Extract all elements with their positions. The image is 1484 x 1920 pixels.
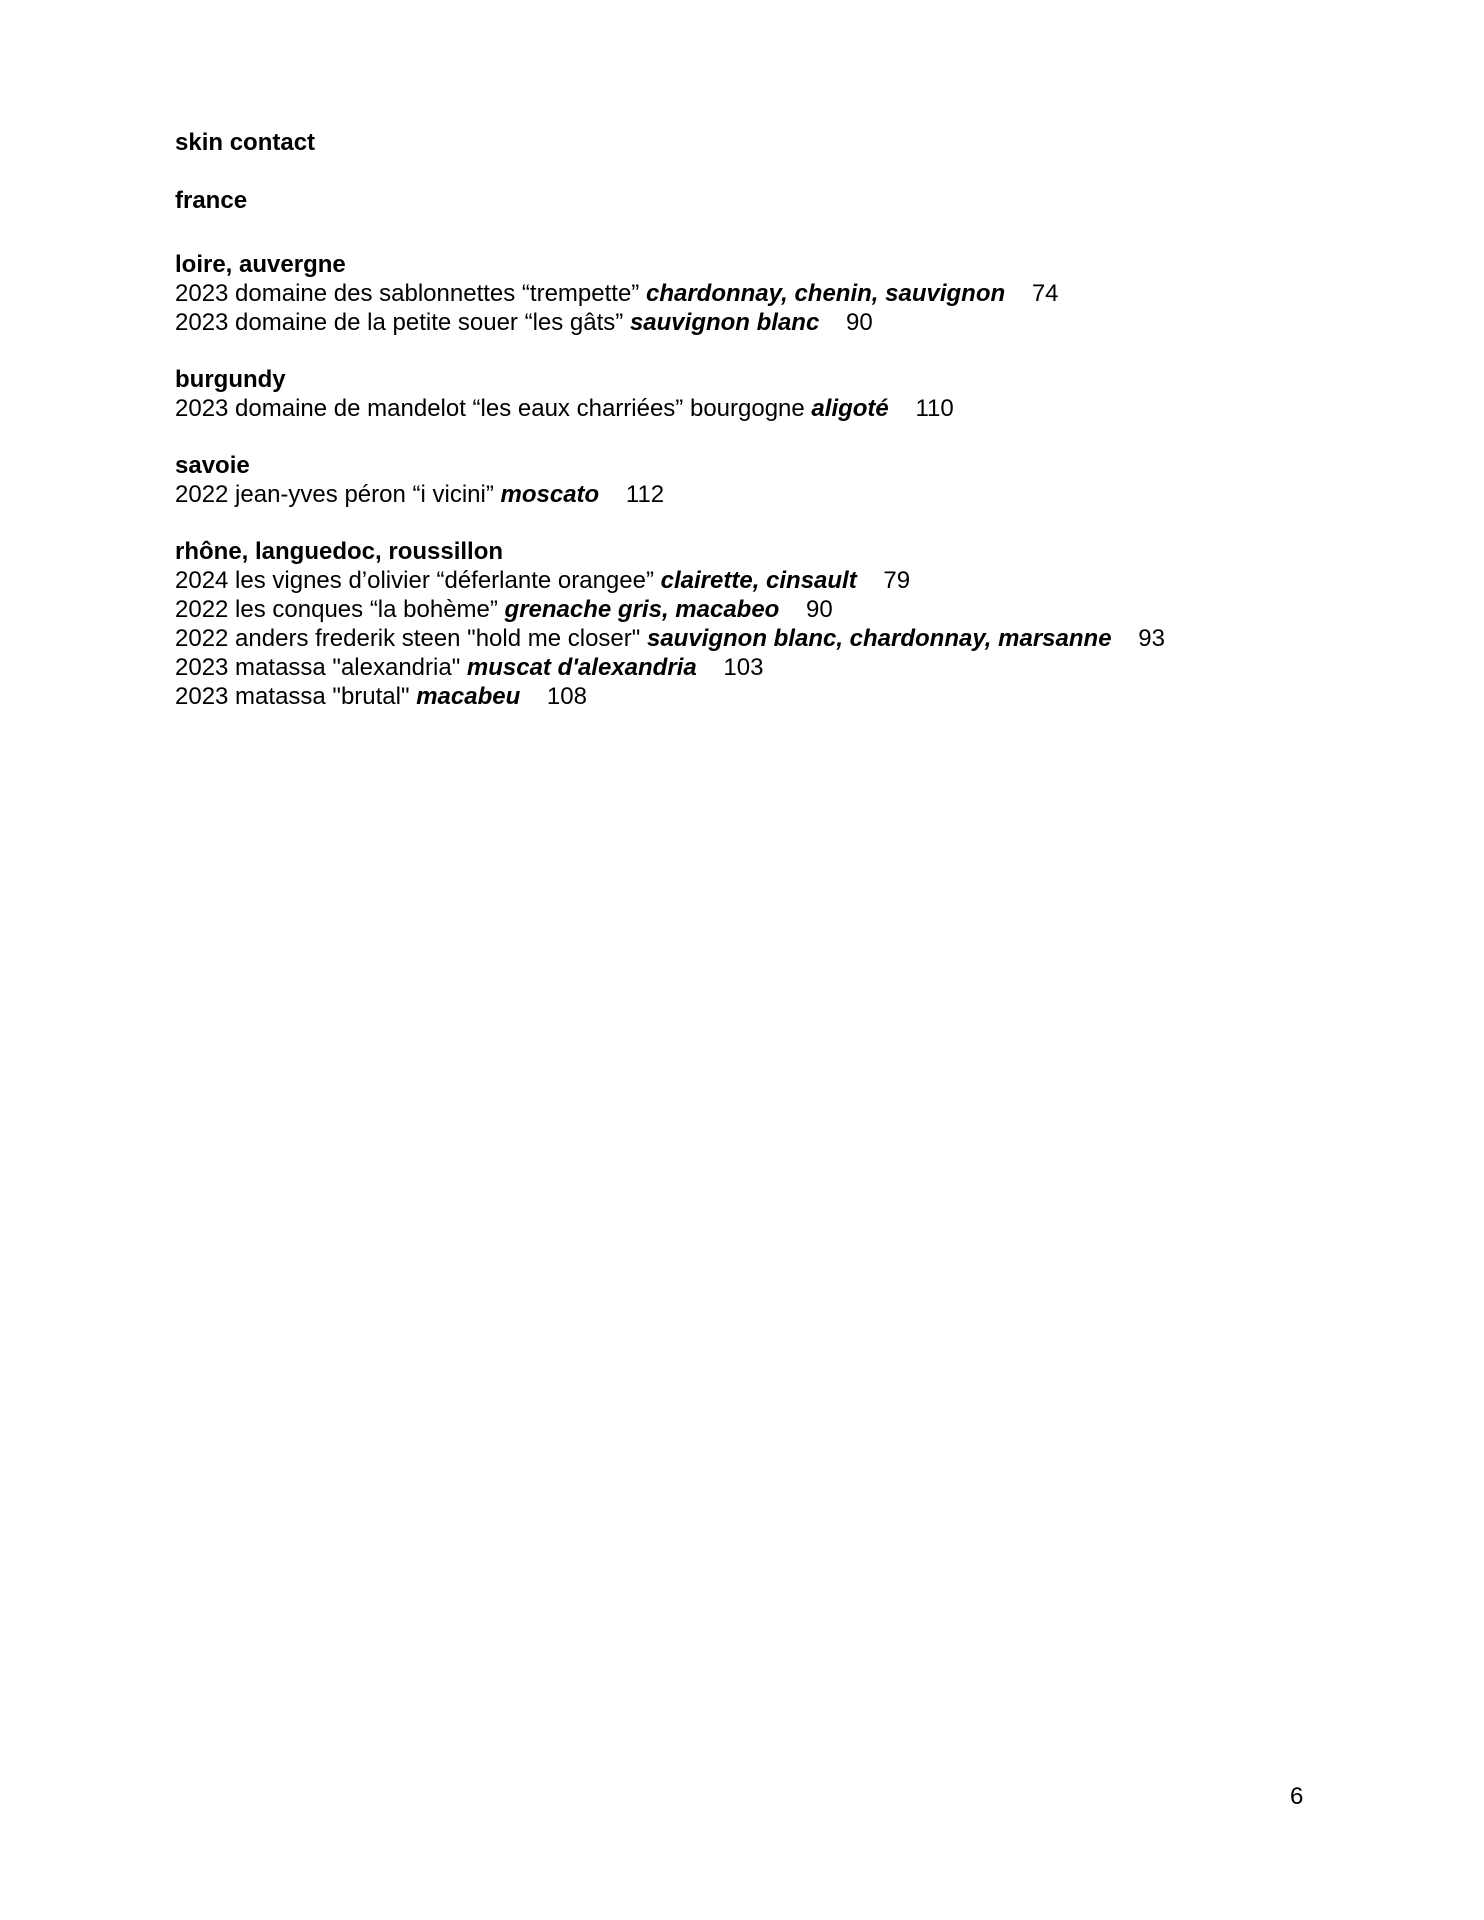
wine-description: 2023 matassa "alexandria" (175, 654, 461, 681)
region-rhone-languedoc-roussillon (175, 537, 1325, 711)
wine-price: 90 (806, 596, 833, 623)
region-savoie (175, 451, 1325, 509)
wine-price: 112 (625, 481, 665, 508)
wine-price: 110 (915, 395, 954, 422)
wine-entry (175, 308, 1325, 337)
section-title: skin contact (175, 129, 316, 156)
wine-description: 2023 matassa "brutal" (175, 683, 410, 710)
wine-price: 90 (846, 309, 873, 336)
wine-grape: sauvignon blanc, chardonnay, marsanne (646, 625, 1112, 652)
wine-description: 2023 domaine de mandelot “les eaux charriées” bourgogne (175, 395, 805, 422)
wine-entry (175, 566, 1325, 595)
wine-price: 79 (883, 567, 911, 594)
page-number: 6 (1290, 1783, 1304, 1810)
wine-description: 2022 les conques “la bohème” (175, 596, 498, 623)
wine-grape: chardonnay, chenin, sauvignon (645, 280, 1006, 307)
wine-grape: moscato (500, 481, 600, 508)
wine-grape: macabeu (416, 683, 521, 710)
wine-description: 2024 les vignes d’olivier “déferlante orangee” (175, 567, 654, 594)
wine-entry (175, 394, 1325, 423)
region-heading: loire, auvergne (175, 251, 346, 278)
region-heading: burgundy (175, 366, 286, 393)
wine-grape: aligoté (811, 395, 889, 422)
wine-entry (175, 682, 1325, 711)
wine-price: 74 (1031, 280, 1059, 307)
region-burgundy (175, 365, 1325, 423)
wine-grape: muscat d'alexandria (466, 654, 697, 681)
wine-entry (175, 480, 1325, 509)
wine-price: 103 (723, 654, 764, 681)
country-heading: france (175, 187, 248, 214)
wine-entry (175, 624, 1325, 653)
region-heading: savoie (175, 452, 250, 479)
wine-description: 2022 jean-yves péron “i vicini” (175, 481, 494, 508)
wine-description: 2023 domaine de la petite souer “les gâts” (175, 309, 624, 336)
wine-entry (175, 653, 1325, 682)
wine-price: 93 (1138, 625, 1165, 652)
region-heading: rhône, languedoc, roussillon (175, 538, 504, 565)
region-loire-auvergne (175, 250, 1325, 337)
wine-list-page (175, 128, 1325, 739)
wine-entry (175, 279, 1325, 308)
wine-grape: sauvignon blanc (629, 309, 820, 336)
wine-grape: clairette, cinsault (660, 567, 857, 594)
wine-price: 108 (546, 683, 587, 710)
wine-description: 2023 domaine des sablonnettes “trempette” (175, 280, 640, 307)
wine-description: 2022 anders frederik steen "hold me closer" (175, 625, 641, 652)
wine-grape: grenache gris, macabeo (504, 596, 780, 623)
wine-entry (175, 595, 1325, 624)
